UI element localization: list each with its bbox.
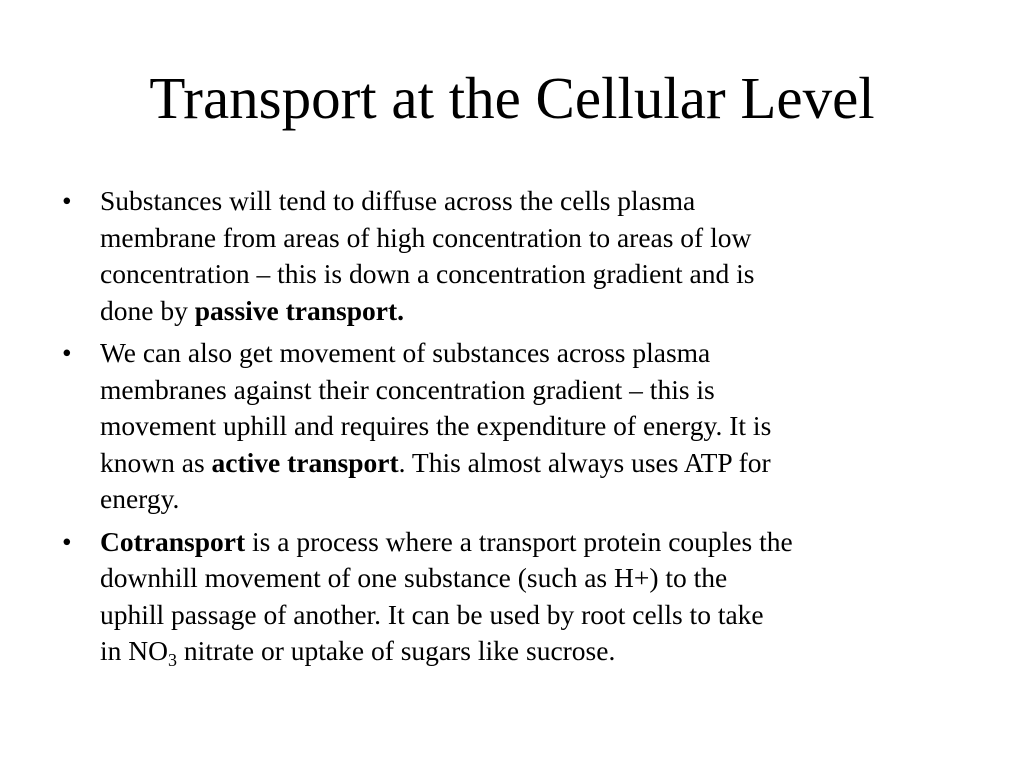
bullet-marker: •	[62, 337, 72, 368]
text-line: done by passive transport.	[100, 294, 405, 326]
text-line: membranes against their concentration gradient – this is	[100, 373, 715, 405]
bullet-item-active-transport	[62, 335, 972, 518]
bullet-marker: •	[62, 185, 72, 216]
text-line: in $NO_3$ nitrate or uptake of sugars like sucrose.	[100, 635, 616, 670]
bullet-list	[62, 183, 972, 676]
text-line: movement uphill and requires the expenditure of energy. It is	[100, 410, 772, 441]
text-line: Substances will tend to diffuse across the cells plasma	[100, 185, 696, 216]
text-line: concentration – this is down a concentration gradient and is	[100, 258, 755, 289]
text-line: energy.	[100, 483, 180, 514]
term-cotransport: Cotransport	[100, 525, 246, 557]
text-line: uphill passage of another. It can be used by root cells to take	[100, 598, 764, 630]
text-line: Cotransport is a process where a transport protein couples the	[100, 525, 793, 557]
slide-title: Transport at the Cellular Level	[149, 65, 875, 131]
term-active-transport: active transport	[211, 446, 399, 478]
bullet-item-passive-transport	[62, 183, 972, 329]
text-line: membrane from areas of high concentration to areas of low	[100, 221, 752, 253]
subscript-3: 3	[168, 650, 177, 670]
text-line: known as active transport. This almost always uses ATP for	[100, 446, 771, 478]
bullet-marker: •	[62, 525, 72, 557]
text-line: We can also get movement of substances across plasma	[100, 337, 711, 368]
term-passive-transport: passive transport.	[194, 294, 405, 326]
bullet-item-cotransport	[62, 524, 972, 670]
text-line: downhill movement of one substance (such as H+) to the	[100, 562, 728, 593]
